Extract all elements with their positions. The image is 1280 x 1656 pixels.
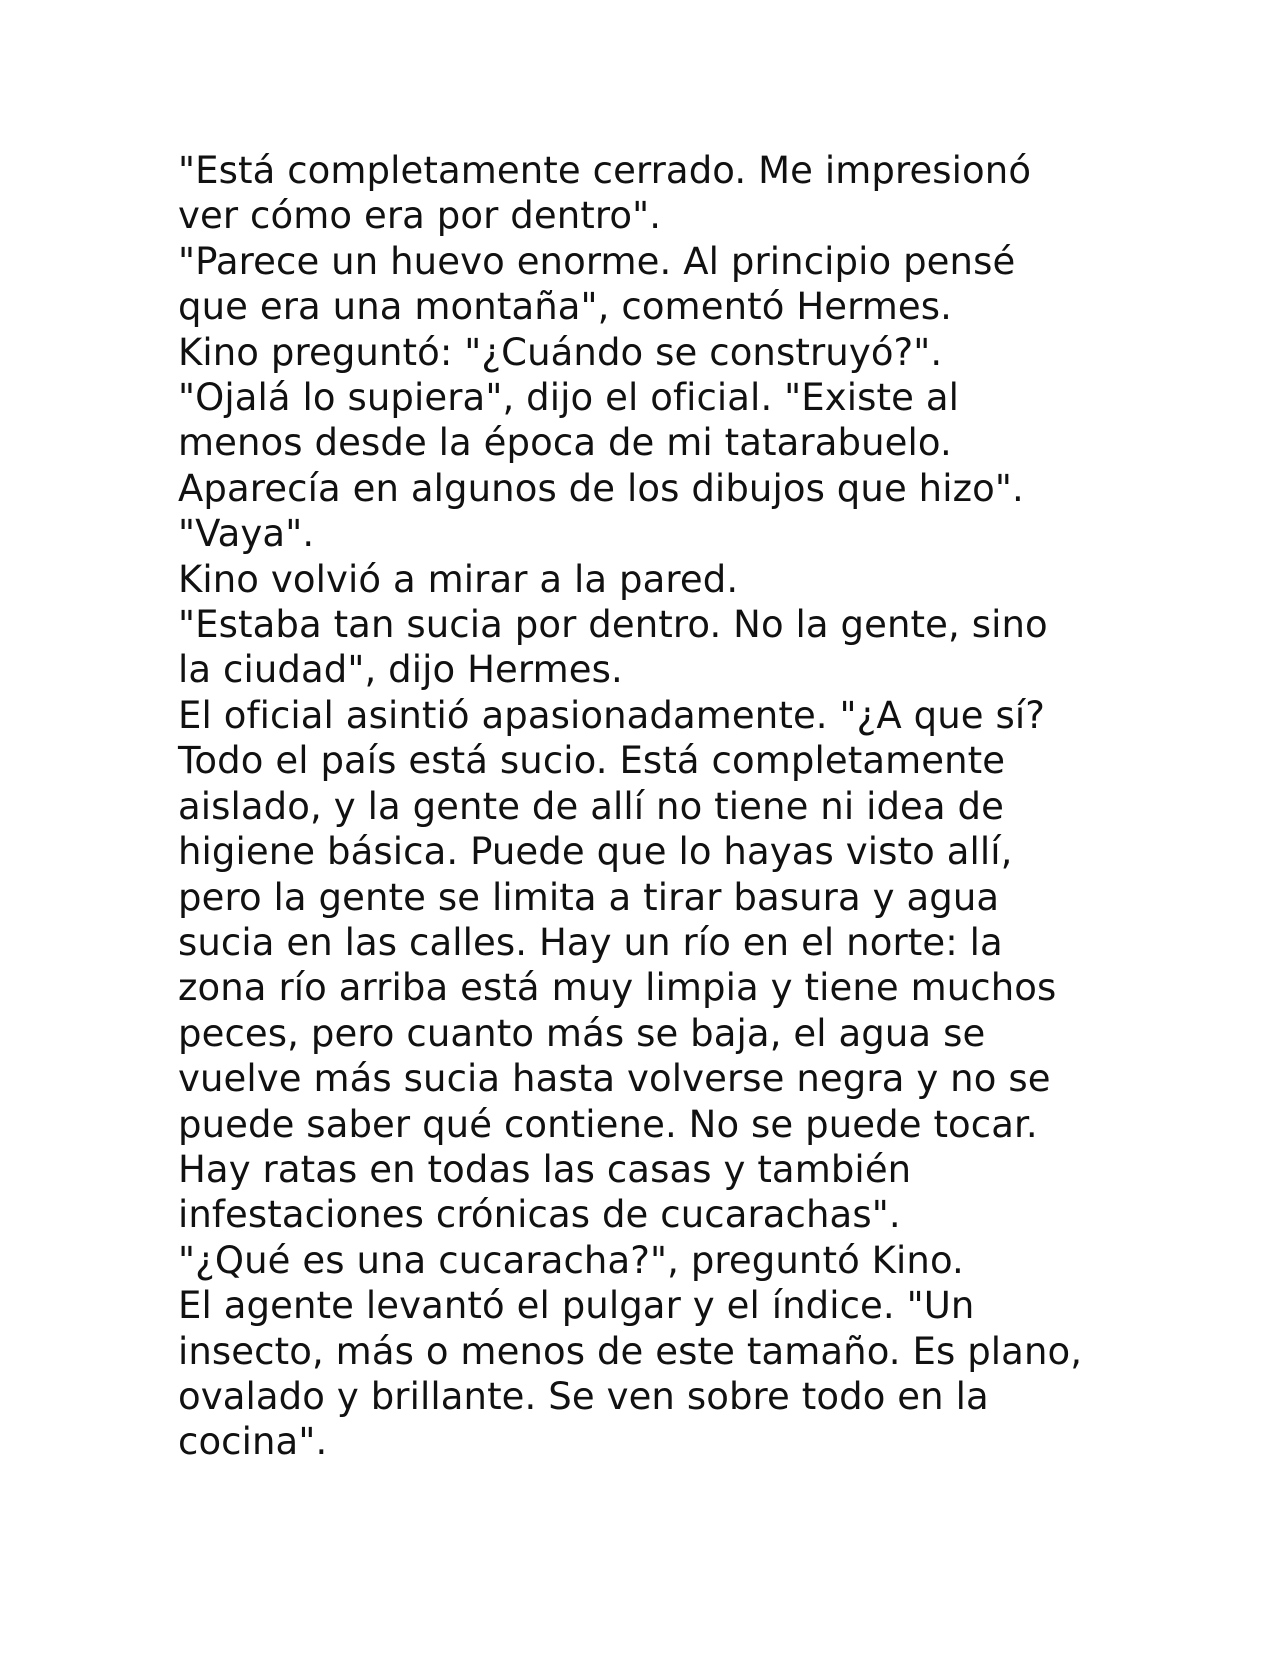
text-line: "Está completamente cerrado. Me impresionó	[178, 149, 1032, 192]
text-line: peces, pero cuanto más se baja, el agua se	[178, 1011, 986, 1055]
text-line: vuelve más sucia hasta volverse negra y no se	[178, 1057, 1051, 1101]
text-line: la ciudad", dijo Hermes.	[178, 648, 623, 692]
text-line: cocina".	[178, 1420, 328, 1464]
text-line: "Vaya".	[178, 512, 315, 556]
text-line: que era una montaña", comentó Hermes.	[178, 285, 953, 329]
text-line: El agente levantó el pulgar y el índice. "Un	[178, 1284, 975, 1328]
text-line: Kino preguntó: "¿Cuándo se construyó?".	[178, 330, 943, 374]
text-line: "Estaba tan sucia por dentro. No la gente, sino	[178, 603, 1048, 647]
body-text	[178, 148, 1178, 1465]
text-line: "¿Qué es una cucaracha?", preguntó Kino.	[178, 1238, 964, 1282]
text-line: Hay ratas en todas las casas y también	[178, 1147, 912, 1191]
text-line: Todo el país está sucio. Está completamente	[178, 739, 1006, 783]
text-line: Aparecía en algunos de los dibujos que hizo".	[178, 466, 1024, 510]
text-line: aislado, y la gente de allí no tiene ni idea de	[178, 784, 1004, 828]
text-line: El oficial asintió apasionadamente. "¿A que sí?	[178, 693, 1046, 737]
text-line: Kino volvió a mirar a la pared.	[178, 557, 739, 601]
text-line: pero la gente se limita a tirar basura y agua	[178, 875, 1000, 919]
text-line: ver cómo era por dentro".	[178, 194, 662, 238]
text-line: higiene básica. Puede que lo hayas visto allí,	[178, 830, 1013, 874]
text-line: insecto, más o menos de este tamaño. Es plano,	[178, 1329, 1083, 1373]
text-line: puede saber qué contiene. No se puede tocar.	[178, 1102, 1038, 1146]
text-line: "Parece un huevo enorme. Al principio pensé	[178, 239, 1016, 283]
text-line: infestaciones crónicas de cucarachas".	[178, 1193, 901, 1237]
text-line: ovalado y brillante. Se ven sobre todo en la	[178, 1374, 989, 1418]
text-line: "Ojalá lo supiera", dijo el oficial. "Existe al	[178, 376, 959, 420]
text-line: sucia en las calles. Hay un río en el norte: la	[178, 920, 1003, 964]
text-line: zona río arriba está muy limpia y tiene muchos	[178, 966, 1057, 1010]
text-line: menos desde la época de mi tatarabuelo.	[178, 421, 952, 465]
